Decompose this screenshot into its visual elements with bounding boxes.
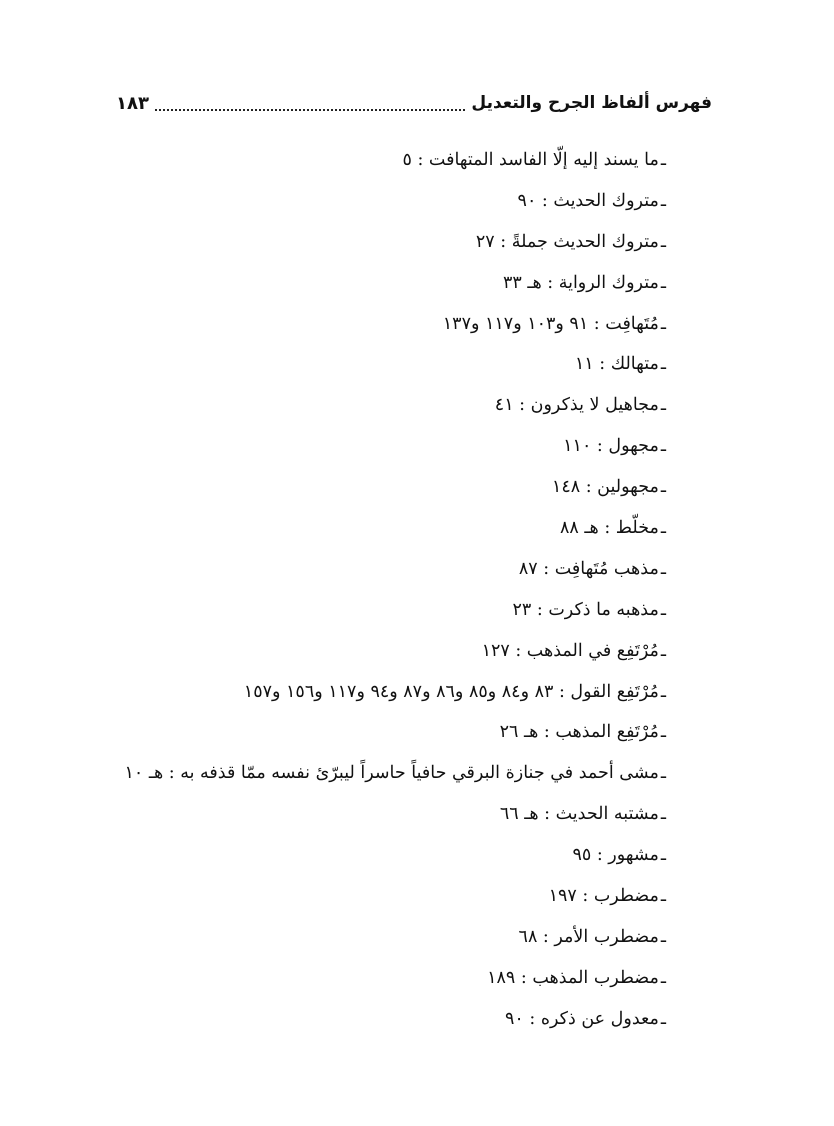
index-entry	[66, 344, 666, 385]
index-entry	[66, 467, 666, 508]
entry-dash: ـ	[660, 967, 666, 988]
entry-dash: ـ	[660, 518, 666, 539]
entry-dash: ـ	[660, 395, 666, 416]
entry-text: مشى أحمد في جنازة البرقي حافياً حاسراً ليبرّئ نفسه ممّا قذفه به : هـ ١٠	[124, 763, 659, 784]
entry-dash: ـ	[660, 313, 666, 334]
index-entry	[66, 181, 666, 222]
entry-dash: ـ	[660, 354, 666, 375]
entry-text: مُرْتَفِع القول : ٨٣ و٨٤ و٨٥ و٨٦ و٨٧ و٩٤ و١١٧ و١٥٦ و١٥٧	[243, 681, 659, 702]
entry-text: مضطرب المذهب : ١٨٩	[487, 967, 659, 988]
entry-text: مجهول : ١١٠	[563, 436, 659, 457]
entry-dash: ـ	[660, 640, 666, 661]
entry-dash: ـ	[660, 558, 666, 579]
entry-dash: ـ	[660, 436, 666, 457]
entry-text: متروك الحديث جملةً : ٢٧	[475, 231, 659, 252]
index-entry	[66, 712, 666, 753]
index-entry	[66, 999, 666, 1040]
index-entry	[66, 222, 666, 263]
index-entry	[66, 794, 666, 835]
entry-dash: ـ	[660, 477, 666, 498]
index-entry	[66, 508, 666, 549]
entry-text: مضطرب : ١٩٧	[548, 886, 659, 907]
index-entry	[66, 140, 666, 181]
entry-text: مذهب مُتَهافِت : ٨٧	[518, 558, 659, 579]
entry-dash: ـ	[660, 722, 666, 743]
index-entry	[66, 753, 666, 794]
entry-dash: ـ	[660, 231, 666, 252]
entry-dash: ـ	[660, 926, 666, 947]
index-entry	[66, 672, 666, 713]
entry-dash: ـ	[660, 681, 666, 702]
entry-dash: ـ	[660, 272, 666, 293]
index-entry	[66, 304, 666, 345]
index-entry	[66, 590, 666, 631]
index-entry	[66, 835, 666, 876]
running-header	[116, 88, 712, 118]
index-entry	[66, 631, 666, 672]
entry-text: مُرْتَفِع المذهب : هـ ٢٦	[499, 722, 659, 743]
entry-text: مشهور : ٩٥	[572, 845, 659, 866]
entry-dash: ـ	[660, 599, 666, 620]
index-entry	[66, 263, 666, 304]
index-entry	[66, 385, 666, 426]
entry-text: متروك الرواية : هـ ٣٣	[502, 272, 659, 293]
index-entry	[66, 426, 666, 467]
entry-dash: ـ	[660, 804, 666, 825]
entry-text: مذهبه ما ذكرت : ٢٣	[512, 599, 659, 620]
entry-dash: ـ	[660, 1008, 666, 1029]
entry-text: مشتبه الحديث : هـ ٦٦	[499, 804, 659, 825]
entry-dash: ـ	[660, 150, 666, 170]
entry-dash: ـ	[660, 190, 666, 211]
index-entries-list	[66, 140, 666, 1040]
index-entry	[66, 549, 666, 590]
entry-text: مُتَهافِت : ٩١ و١٠٣ و١١٧ و١٣٧	[442, 313, 659, 334]
entry-text: مضطرب الأمر : ٦٨	[518, 926, 659, 947]
entry-text: مخلّط : هـ ٨٨	[560, 518, 659, 539]
entry-text: معدول عن ذكره : ٩٠	[505, 1008, 659, 1029]
entry-dash: ـ	[660, 886, 666, 907]
index-entry	[66, 917, 666, 958]
entry-text: مجاهيل لا يذكرون : ٤١	[494, 395, 659, 416]
entry-text: مُرْتَفِع في المذهب : ١٢٧	[481, 640, 659, 661]
page-number: ١٨٣	[116, 92, 149, 114]
index-entry	[66, 876, 666, 917]
entry-text: ما يسند إليه إلّا الفاسد المتهافت : ٥	[402, 150, 659, 170]
entry-dash: ـ	[660, 763, 666, 784]
entry-text: متهالك : ١١	[574, 354, 659, 375]
entry-text: متروك الحديث : ٩٠	[517, 190, 659, 211]
entry-text: مجهولين : ١٤٨	[551, 477, 659, 498]
header-title: فهرس ألفاظ الجرح والتعديل	[471, 93, 712, 113]
entry-dash: ـ	[660, 845, 666, 866]
header-leader-dots	[155, 95, 465, 111]
index-entry	[66, 958, 666, 999]
